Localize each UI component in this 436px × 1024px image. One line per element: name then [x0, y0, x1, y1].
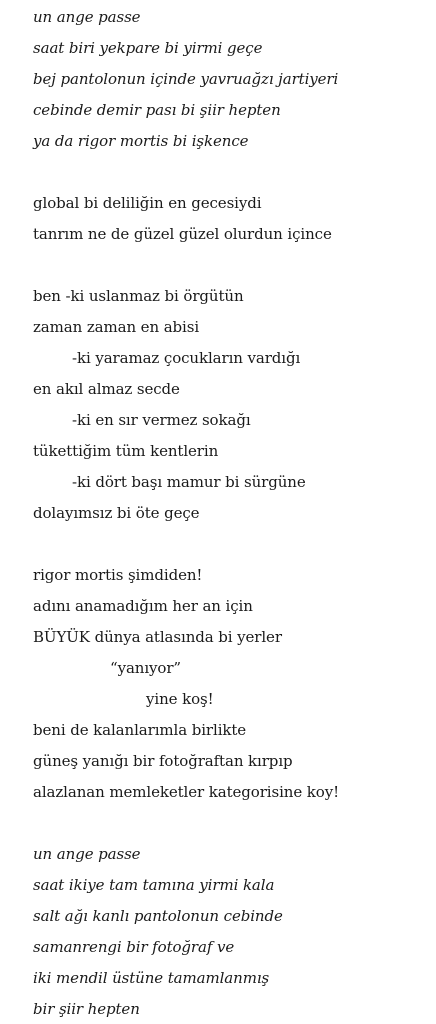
stanza3-line1: ben -ki uslanmaz bi örgütün: [33, 287, 244, 305]
stanza3-line7: -ki dört başı mamur bi sürgüne: [72, 473, 306, 491]
stanza4-line6: beni de kalanlarımla birlikte: [33, 721, 247, 739]
stanza3-line8: dolayımsız bi öte geçe: [33, 504, 200, 522]
stanza3-line6: tükettiğim tüm kentlerin: [33, 442, 219, 460]
stanza1-line5: ya da rigor mortis bi işkence: [33, 132, 249, 150]
stanza3-line4: en akıl almaz secde: [33, 380, 180, 398]
stanza4-line1: rigor mortis şimdiden!: [33, 566, 203, 584]
stanza4-line7: güneş yanığı bir fotoğraftan kırpıp: [33, 752, 293, 770]
stanza5-line2: saat ikiye tam tamına yirmi kala: [33, 876, 275, 894]
stanza4-line3: BÜYÜK dünya atlasında bi yerler: [33, 628, 282, 646]
stanza1-line4: cebinde demir pası bi şiir hepten: [33, 101, 281, 119]
stanza4-line4: “yanıyor”: [110, 659, 181, 677]
stanza1-line2: saat biri yekpare bi yirmi geçe: [33, 39, 263, 57]
stanza2-line1: global bi deliliğin en gecesiydi: [33, 194, 262, 212]
stanza5-line4: samanrengi bir fotoğraf ve: [33, 938, 235, 956]
stanza5-line1: un ange passe: [33, 845, 141, 863]
stanza2-line2: tanrım ne de güzel güzel olurdun içince: [33, 225, 332, 243]
stanza4-line5: yine koş!: [146, 690, 214, 708]
stanza5-line5: iki mendil üstüne tamamlanmış: [33, 969, 270, 987]
stanza1-line1: un ange passe: [33, 8, 141, 26]
stanza5-line6: bir şiir hepten: [33, 1000, 140, 1018]
stanza1-line3: bej pantolonun içinde yavruağzı jartiyeri: [33, 70, 339, 88]
stanza3-line2: zaman zaman en abisi: [33, 318, 200, 336]
stanza4-line8: alazlanan memleketler kategorisine koy!: [33, 783, 340, 801]
stanza3-line3: -ki yaramaz çocukların vardığı: [72, 349, 301, 367]
stanza3-line5: -ki en sır vermez sokağı: [72, 411, 251, 429]
stanza5-line3: salt ağı kanlı pantolonun cebinde: [33, 907, 283, 925]
stanza4-line2: adını anamadığım her an için: [33, 597, 253, 615]
